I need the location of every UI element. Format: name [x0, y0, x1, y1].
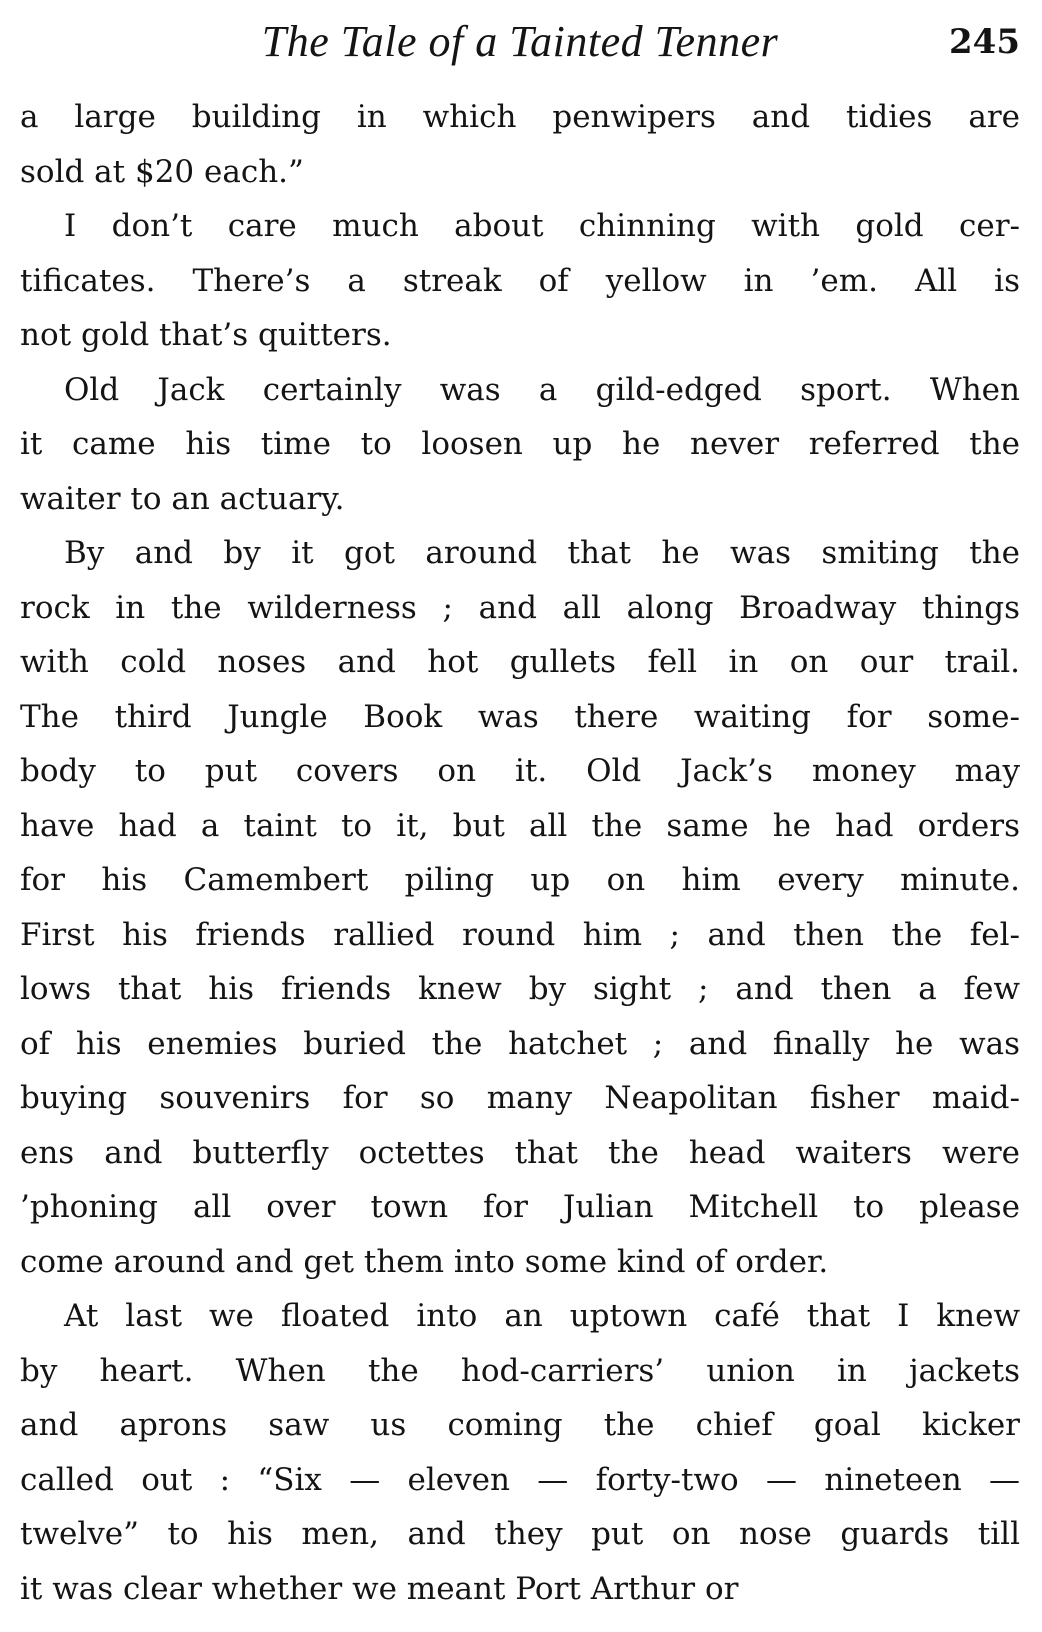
text-line: with cold noses and hot gullets fell in on our trail.	[20, 644, 1020, 680]
text-line: have had a taint to it, but all the same he had orders	[20, 807, 1020, 844]
paragraph	[20, 363, 1020, 527]
text-line: and aprons saw us coming the chief goal kicker	[20, 1407, 1020, 1443]
text-line: by heart. When the hod-carriers’ union in jackets	[20, 1352, 1020, 1389]
paragraph	[20, 199, 1020, 363]
text-line: First his friends rallied round him ; and then the fel-	[20, 916, 1020, 953]
text-line: The third Jungle Book was there waiting for some-	[20, 698, 1020, 735]
text-line: twelve” to his men, and they put on nose guards till	[20, 1516, 1020, 1552]
text-line: called out : “Six — eleven — forty-two — nineteen —	[20, 1461, 1020, 1498]
text-line: I don’t care much about chinning with gold cer-	[64, 208, 1020, 244]
text-line: waiter to an actuary.	[20, 480, 345, 517]
body-text	[20, 90, 1020, 1616]
text-line: At last we floated into an uptown café that I knew	[64, 1298, 1020, 1334]
text-line: Old Jack certainly was a gild-edged sport. When	[64, 371, 1020, 408]
text-line: tificates. There’s a streak of yellow in ’em. All is	[20, 262, 1020, 299]
text-line: sold at $20 each.”	[20, 153, 304, 190]
text-line: for his Camembert piling up on him every minute.	[20, 862, 1020, 898]
paragraph	[20, 1289, 1020, 1616]
text-line: rock in the wilderness ; and all along Broadway things	[20, 589, 1020, 626]
text-line: not gold that’s quitters.	[20, 317, 392, 353]
text-line: of his enemies buried the hatchet ; and finally he was	[20, 1025, 1020, 1062]
text-line: ’phoning all over town for Julian Mitchell to please	[20, 1189, 1020, 1225]
text-line: a large building in which penwipers and tidies are	[20, 99, 1020, 135]
page-number: 245	[949, 22, 1020, 62]
text-line: lows that his friends knew by sight ; and then a few	[20, 971, 1020, 1007]
paragraph	[20, 526, 1020, 1289]
text-line: body to put covers on it. Old Jack’s money may	[20, 753, 1020, 789]
paragraph	[20, 90, 1020, 199]
text-line: it was clear whether we meant Port Arthur or	[20, 1570, 739, 1607]
text-line: buying souvenirs for so many Neapolitan fisher maid-	[20, 1080, 1020, 1116]
text-line: By and by it got around that he was smiting the	[64, 535, 1020, 571]
running-title: The Tale of a Tainted Tenner	[261, 17, 779, 66]
text-line: it came his time to loosen up he never referred the	[20, 426, 1020, 462]
page-header	[0, 12, 1042, 72]
text-line: ens and butterfly octettes that the head waiters were	[20, 1134, 1020, 1171]
text-line: come around and get them into some kind of order.	[20, 1243, 829, 1280]
